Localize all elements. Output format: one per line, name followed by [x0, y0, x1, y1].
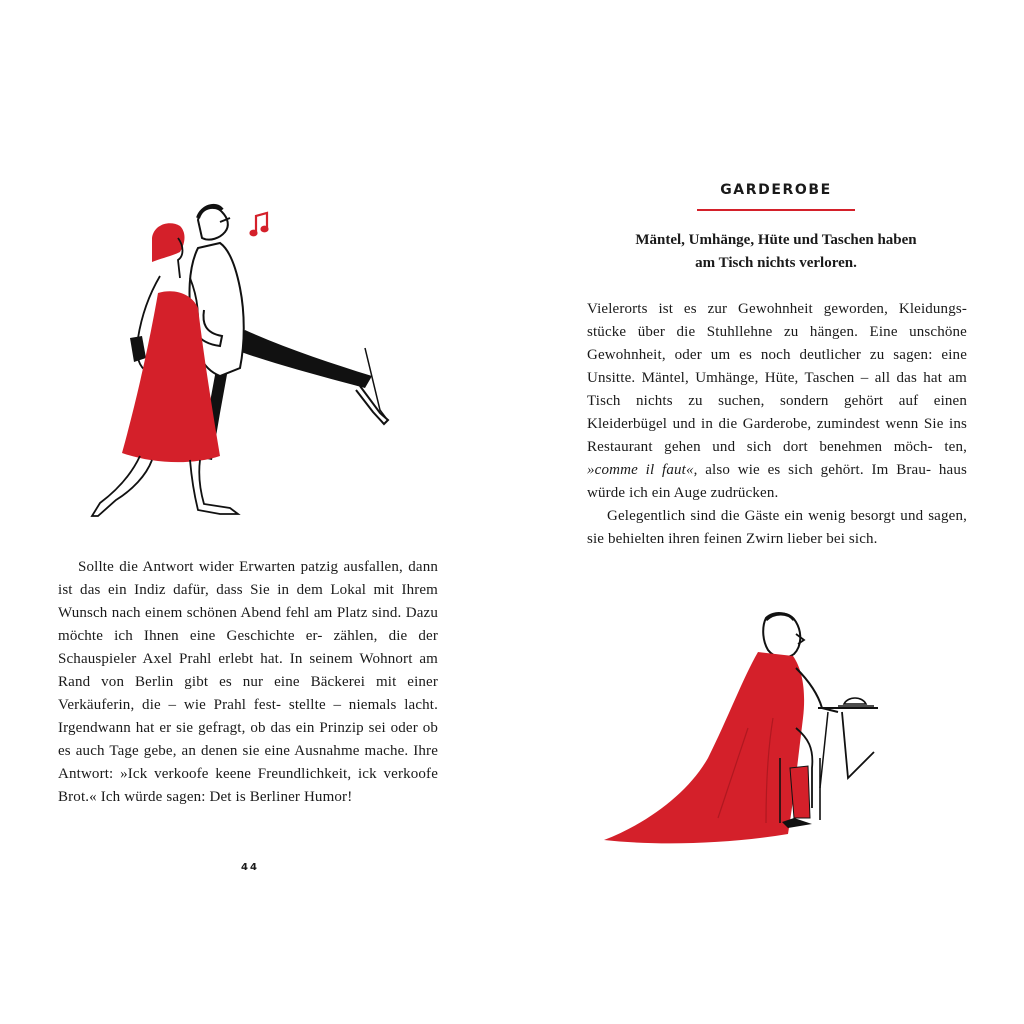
- italic-phrase: »comme il faut«: [587, 462, 694, 478]
- section-title: GARDEROBE: [720, 182, 832, 198]
- section-subtitle: [586, 229, 966, 275]
- subtitle-line: am Tisch nichts verloren.: [695, 255, 857, 271]
- right-page-body-text: [587, 298, 967, 551]
- music-note-icon: [251, 213, 268, 235]
- dancing-couple-illustration: [80, 198, 410, 523]
- left-page-body-text: [58, 556, 438, 809]
- right-paragraph-2: Gelegentlich sind die Gäste ein wenig besorgt und sagen, sie behielten ihren feinen Zwirn lieber bei sich.: [587, 508, 967, 547]
- right-paragraph-1: Vielerorts ist es zur Gewohnheit geworden, Kleidungs- stücke über die Stuhllehne zu hängen. Eine unschöne Gewohnheit, oder um es noch deutlicher zu sagen: eine Unsitte. Mäntel, Umhänge, Hüte, Taschen – all das hat am Tisch nichts zu suchen, sondern gehört auf einen Kleiderbügel und in die Garderobe, zumindest wenn Sie ins Restaurant gehen und sich dort benehmen möch- ten, »comme il faut«, also wie es sich gehört. Im Brau- haus würde ich ein Auge zudrücken.: [587, 301, 967, 501]
- seated-man-with-cape-illustration: [598, 608, 888, 848]
- page-number: 44: [241, 862, 259, 873]
- title-underline-rule: [697, 209, 855, 211]
- left-paragraph: Sollte die Antwort wider Erwarten patzig ausfallen, dann ist das ein Indiz dafür, dass Sie in dem Lokal mit Ihrem Wunsch nach einem schönen Abend fehl am Platz sind. Dazu möchte ich Ihnen eine Geschichte er- zählen, die der Schauspieler Axel Prahl erlebt hat. In seinem Wohnort am Rand von Berlin gibt es nur eine Bäckerei mit einer Verkäuferin, die – wie Prahl fest- stellte – niemals lacht. Irgendwann hat er sie gefragt, ob das ein Prinzip sei oder ob es auch Tage gebe, an denen sie eine Ausnahme mache. Ihre Antwort: »Ick verkoofe keene Freundlichkeit, ick verkoofe Brot.« Ich würde sagen: Det is Berliner Humor!: [58, 559, 439, 805]
- subtitle-line: Mäntel, Umhänge, Hüte und Taschen haben: [635, 232, 917, 248]
